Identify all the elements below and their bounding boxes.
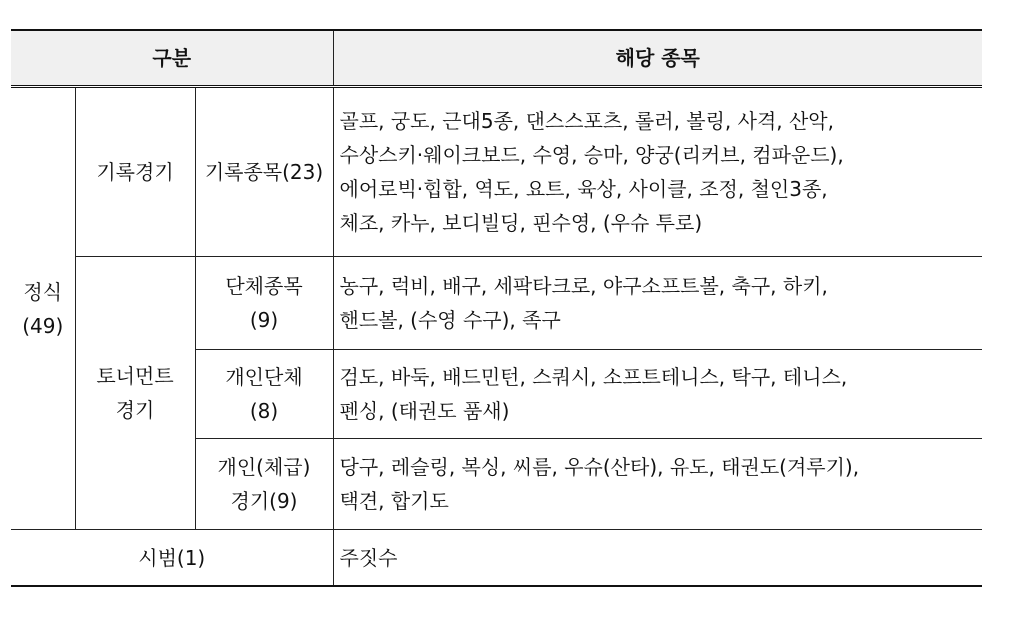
official-category-cell bbox=[11, 87, 75, 530]
team-sports-count: (9) bbox=[249, 308, 279, 332]
table-row-demonstration bbox=[11, 530, 982, 587]
sports-line: 에어로빅·힙합, 역도, 요트, 육상, 사이클, 조정, 철인3종, bbox=[339, 177, 828, 201]
official-count: (49) bbox=[22, 313, 64, 338]
tournament-label-line2: 경기 bbox=[115, 398, 155, 422]
record-games-sub-label: 기록종목(23) bbox=[195, 87, 333, 257]
record-games-label: 기록경기 bbox=[75, 87, 195, 257]
weight-class-sports-list bbox=[333, 439, 982, 530]
table-row-record-games bbox=[11, 87, 982, 257]
sports-line: 택견, 합기도 bbox=[339, 489, 449, 513]
weight-class-label-line2: 경기(9) bbox=[230, 489, 298, 513]
record-games-sports bbox=[333, 87, 982, 257]
individual-team-label-cell bbox=[195, 350, 333, 439]
official-label: 정식 bbox=[23, 279, 63, 304]
weight-class-label-cell bbox=[195, 439, 333, 530]
table-row-team-sports bbox=[11, 257, 982, 350]
weight-class-label-line1: 개인(체급) bbox=[217, 455, 311, 479]
header-category: 구분 bbox=[11, 30, 333, 87]
sports-line: 펜싱, (태권도 품새) bbox=[339, 399, 510, 423]
sports-line: 검도, 바둑, 배드민턴, 스쿼시, 소프트테니스, 탁구, 테니스, bbox=[339, 365, 848, 389]
team-sports-label: 단체종목 bbox=[225, 274, 303, 298]
sports-classification-table bbox=[11, 29, 982, 587]
individual-team-label: 개인단체 bbox=[225, 365, 303, 389]
demonstration-sports: 주짓수 bbox=[333, 530, 982, 587]
team-sports-label-cell bbox=[195, 257, 333, 350]
sports-line: 체조, 카누, 보디빌딩, 핀수영, (우슈 투로) bbox=[339, 211, 703, 235]
individual-team-sports-list bbox=[333, 350, 982, 439]
table-header-row bbox=[11, 30, 982, 87]
tournament-label-cell bbox=[75, 257, 195, 530]
individual-team-count: (8) bbox=[249, 399, 279, 423]
sports-line: 골프, 궁도, 근대5종, 댄스스포츠, 롤러, 볼링, 사격, 산악, bbox=[339, 109, 834, 133]
sports-line: 핸드볼, (수영 수구), 족구 bbox=[339, 308, 561, 332]
header-sports: 해당 종목 bbox=[333, 30, 982, 87]
team-sports-list bbox=[333, 257, 982, 350]
sports-line: 당구, 레슬링, 복싱, 씨름, 우슈(산타), 유도, 태권도(겨루기), bbox=[339, 455, 860, 479]
tournament-label-line1: 토너먼트 bbox=[96, 364, 174, 388]
demonstration-label: 시범(1) bbox=[11, 530, 333, 587]
sports-line: 수상스키·웨이크보드, 수영, 승마, 양궁(리커브, 컴파운드), bbox=[339, 143, 844, 167]
sports-line: 농구, 럭비, 배구, 세팍타크로, 야구소프트볼, 축구, 하키, bbox=[339, 274, 828, 298]
sports-classification-table-wrapper bbox=[11, 29, 982, 587]
